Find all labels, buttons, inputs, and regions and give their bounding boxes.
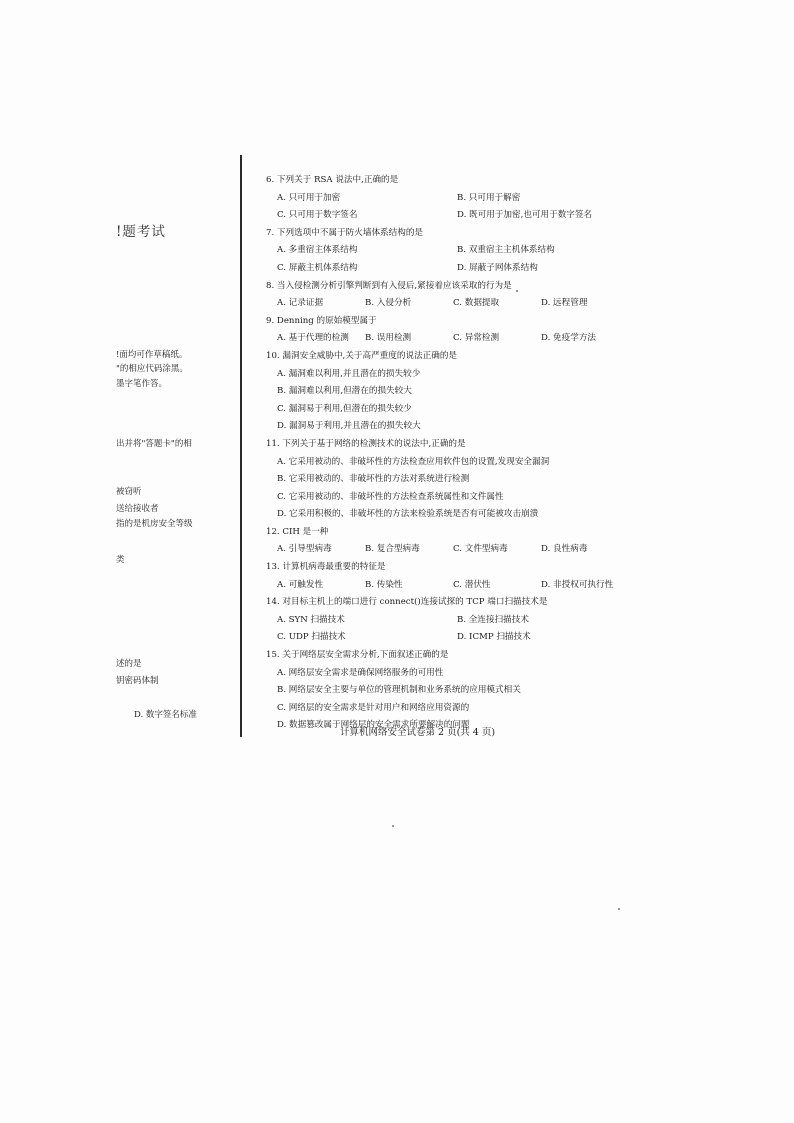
left-text-fragment: 墨字笔作答。 (116, 379, 168, 389)
question-list (266, 172, 666, 735)
option-c: C. 网络层的安全需求是针对用户和网络应用资源的 (277, 702, 470, 713)
option-a: A. 引导型病毒 (277, 544, 332, 555)
option-c: C. 屏蔽主机体系结构 (277, 262, 358, 273)
question-stem: 12. CIH 是一种 (266, 526, 329, 537)
scan-speck (392, 825, 394, 827)
option-b: B. 传染性 (365, 579, 403, 590)
left-text-fragment: 钥密码体制 (116, 676, 159, 686)
question-6 (266, 172, 666, 225)
option-c: C. 漏洞易于利用,但潜在的损失较少 (277, 403, 412, 414)
option-d: D. 远程管理 (541, 298, 588, 309)
question-8 (266, 278, 666, 313)
option-b: B. 复合型病毒 (365, 544, 420, 555)
option-d: D. 漏洞易于利用,并且潜在的损失较大 (277, 421, 421, 432)
option-a: A. 只可用于加密 (277, 192, 341, 203)
option-d: D. 它采用积极的、非破坏性的方法来检验系统是否有可能被攻击崩溃 (277, 509, 539, 520)
question-14 (266, 594, 666, 647)
option-d: D. 免疫学方法 (541, 333, 597, 344)
left-text-fragment: !面均可作草稿纸。 (116, 350, 188, 360)
question-stem: 10. 漏洞安全威胁中,关于高严重度的说法正确的是 (266, 350, 458, 361)
question-13 (266, 559, 666, 594)
option-a: A. SYN 扫描技术 (277, 614, 345, 625)
question-10 (266, 348, 666, 436)
option-c: C. 潜伏性 (453, 579, 491, 590)
option-c: C. 文件型病毒 (453, 544, 508, 555)
scan-speck (516, 290, 518, 292)
question-9 (266, 313, 666, 348)
question-stem: 15. 关于网络层安全需求分析,下面叙述正确的是 (266, 650, 449, 661)
left-text-fragment: 述的是 (116, 659, 142, 669)
scan-speck (618, 908, 620, 910)
option-a: A. 漏洞难以利用,并且潜在的损失较少 (277, 368, 421, 379)
option-b: B. 误用检测 (365, 333, 412, 344)
option-b: B. 全连接扫描技术 (457, 614, 529, 625)
question-11 (266, 436, 666, 524)
left-page-fragments (0, 0, 238, 1123)
left-text-fragment: 类 (116, 555, 125, 565)
question-12 (266, 524, 666, 559)
option-b: B. 它采用被动的、非破坏性的方法对系统进行检测 (277, 474, 470, 485)
option-d: D. 良性病毒 (541, 544, 588, 555)
question-stem: 13. 计算机病毒最重要的特征是 (266, 562, 386, 573)
question-stem: 6. 下列关于 RSA 说法中,正确的是 (266, 175, 399, 185)
option-b: B. 漏洞难以利用,但潜在的损失较大 (277, 386, 412, 397)
option-a: A. 基于代理的检测 (277, 333, 349, 344)
left-text-fragment: 送给接收者 (116, 504, 159, 514)
option-a: A. 它采用被动的、非破坏性的方法检查应用软件包的设置,发现安全漏洞 (277, 456, 550, 467)
option-b: B. 双重宿主主机体系结构 (457, 245, 555, 256)
option-a: A. 记录证据 (277, 298, 324, 309)
question-stem: 7. 下列选项中不属于防火墙体系结构的是 (266, 227, 424, 238)
option-d: D. ICMP 扫描技术 (457, 632, 531, 643)
question-stem: 8. 当入侵检测分析引擎判断到有入侵后,紧接着应该采取的行为是 (266, 280, 512, 291)
option-d: D. 屏蔽子网体系结构 (457, 262, 538, 273)
left-title-fragment: !题考试 (116, 224, 166, 240)
option-a: A. 网络层安全需求是确保网络服务的可用性 (277, 667, 444, 678)
option-c: C. 只可用于数字签名 (277, 210, 358, 221)
page-footer: 计算机网络安全试卷第 2 页(共 4 页) (340, 727, 496, 738)
option-d: D. 数据篡改属于网络层的安全需求所要解决的问题 (277, 720, 470, 731)
option-c: C. 异常检测 (453, 333, 500, 344)
question-stem: 14. 对目标主机上的端口进行 connect()连接试探的 TCP 端口扫描技术是 (266, 597, 548, 608)
left-text-fragment: D. 数字签名标准 (134, 710, 197, 720)
left-text-fragment: 被窃听 (116, 487, 142, 497)
left-text-fragment: "的相应代码涂黑。 (116, 364, 188, 374)
left-text-fragment: 出并将"答题卡"的相 (116, 439, 192, 449)
question-15 (266, 647, 666, 735)
option-a: A. 可触发性 (277, 579, 324, 590)
option-c: C. 它采用被动的、非破坏性的方法检查系统属性和文件属性 (277, 491, 504, 502)
option-d: D. 既可用于加密,也可用于数字签名 (457, 210, 593, 221)
question-stem: 9. Denning 的原始模型属于 (266, 315, 377, 326)
option-c: C. 数据提取 (453, 298, 500, 309)
question-7 (266, 225, 666, 278)
option-d: D. 非授权可执行性 (541, 579, 614, 590)
option-b: B. 网络层安全主要与单位的管理机制和业务系统的应用模式相关 (277, 685, 521, 696)
page-fold-line (240, 155, 242, 737)
option-a: A. 多重宿主体系结构 (277, 245, 358, 256)
option-c: C. UDP 扫描技术 (277, 632, 346, 643)
question-stem: 11. 下列关于基于网络的检测技术的说法中,正确的是 (266, 438, 466, 449)
option-b: B. 入侵分析 (365, 298, 412, 309)
left-text-fragment: 指的是机房安全等级 (116, 519, 193, 529)
option-b: B. 只可用于解密 (457, 192, 521, 203)
